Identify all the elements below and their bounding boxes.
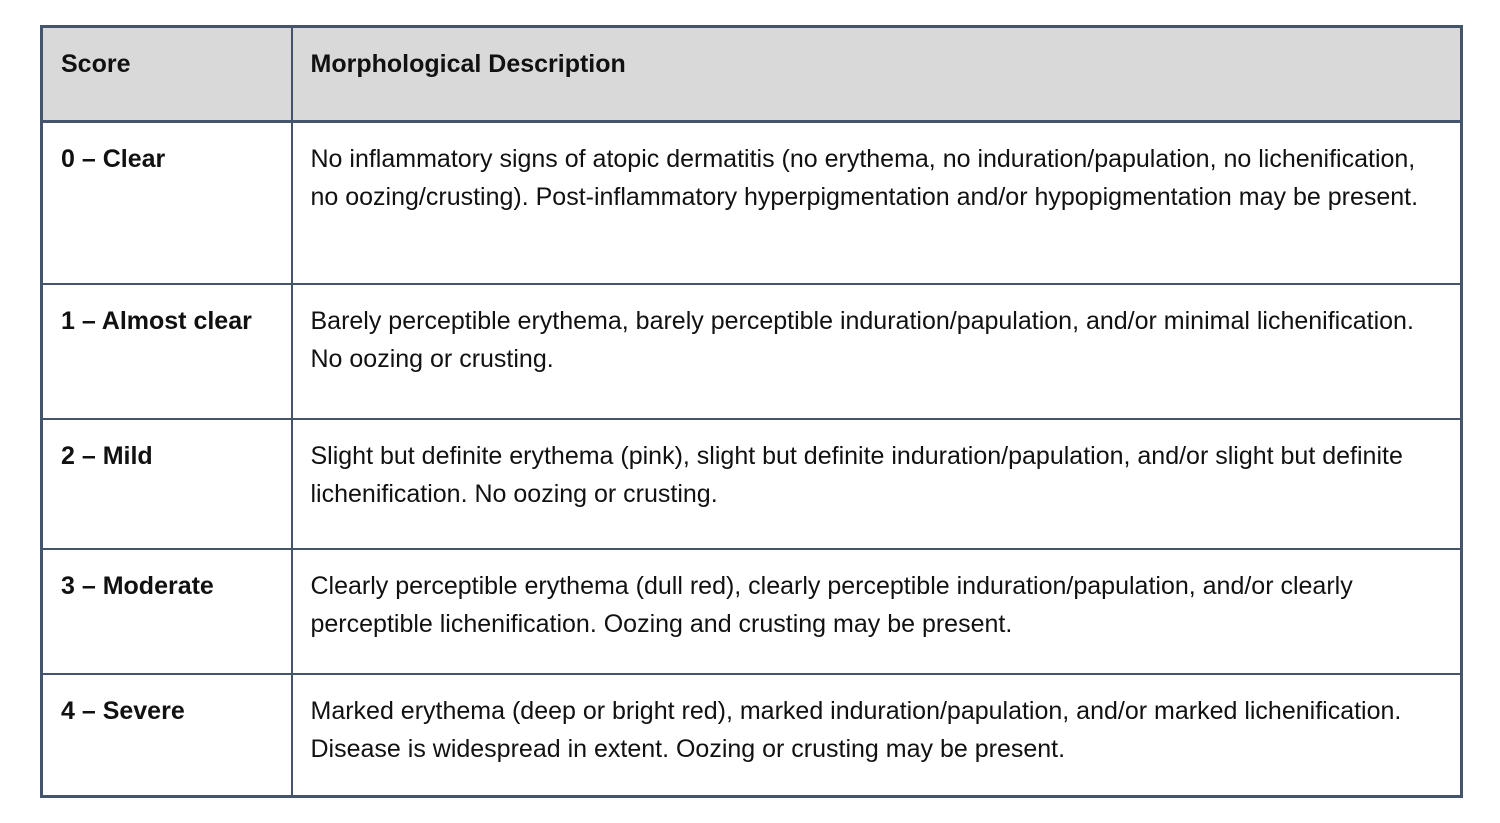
score-cell: 0 – Clear bbox=[42, 122, 292, 284]
table-row bbox=[42, 419, 1462, 549]
description-cell: Slight but definite erythema (pink), slight but definite induration/papulation, and/or slight but definite lichenification. No oozing or crusting. bbox=[292, 419, 1462, 549]
column-header-description: Morphological Description bbox=[292, 27, 1462, 122]
score-cell: 2 – Mild bbox=[42, 419, 292, 549]
table-body bbox=[42, 122, 1462, 797]
table-header bbox=[42, 27, 1462, 122]
table-row bbox=[42, 549, 1462, 674]
description-cell: Barely perceptible erythema, barely perceptible induration/papulation, and/or minimal lichenification. No oozing or crusting. bbox=[292, 284, 1462, 419]
description-cell: No inflammatory signs of atopic dermatitis (no erythema, no induration/papulation, no lichenification, no oozing/crusting). Post-inflammatory hyperpigmentation and/or hypopigmentation may be present. bbox=[292, 122, 1462, 284]
table-row bbox=[42, 284, 1462, 419]
table-row bbox=[42, 674, 1462, 797]
header-row bbox=[42, 27, 1462, 122]
severity-score-table bbox=[40, 25, 1463, 798]
score-cell: 4 – Severe bbox=[42, 674, 292, 797]
score-cell: 3 – Moderate bbox=[42, 549, 292, 674]
description-cell: Marked erythema (deep or bright red), marked induration/papulation, and/or marked lichenification. Disease is widespread in extent. Oozing or crusting may be present. bbox=[292, 674, 1462, 797]
table-row bbox=[42, 122, 1462, 284]
description-cell: Clearly perceptible erythema (dull red), clearly perceptible induration/papulation, and/or clearly perceptible lichenification. Oozing and crusting may be present. bbox=[292, 549, 1462, 674]
score-cell: 1 – Almost clear bbox=[42, 284, 292, 419]
column-header-score: Score bbox=[42, 27, 292, 122]
